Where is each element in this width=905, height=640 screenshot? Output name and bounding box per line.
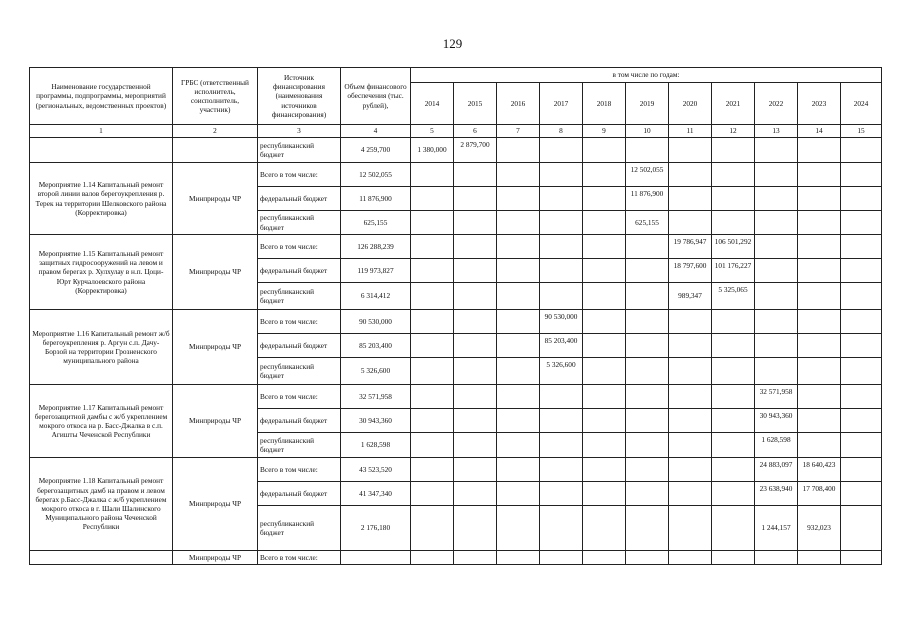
header-year: 2021 [712, 83, 755, 125]
table-row [30, 163, 882, 187]
year-cell: 32 571,958 [755, 385, 798, 409]
year-cell: 12 502,055 [626, 163, 669, 187]
total-cell: 1 628,598 [341, 433, 411, 458]
source-cell: федеральный бюджет [258, 187, 341, 211]
col-number: 3 [258, 125, 341, 138]
year-cell: 101 176,227 [712, 259, 755, 283]
year-cell: 18 640,423 [798, 458, 841, 482]
total-cell: 43 523,520 [341, 458, 411, 482]
header-year: 2014 [411, 83, 454, 125]
measure-name: Мероприятие 1.14 Капитальный ремонт второй линии валов берегоукрепления р. Терек на территории Шелковского района (Корректировка) [30, 163, 173, 235]
year-cell: 2 879,700 [454, 138, 497, 163]
col-number: 12 [712, 125, 755, 138]
year-cell: 932,023 [798, 506, 841, 551]
year-cell: 23 638,940 [755, 482, 798, 506]
year-cell: 85 203,400 [540, 334, 583, 358]
col-number: 10 [626, 125, 669, 138]
source-cell: федеральный бюджет [258, 259, 341, 283]
year-cell: 18 797,600 [669, 259, 712, 283]
year-cell: 1 628,598 [755, 433, 798, 458]
header-year: 2020 [669, 83, 712, 125]
header-year: 2015 [454, 83, 497, 125]
source-cell: республиканский бюджет [258, 283, 341, 310]
total-cell: 119 973,827 [341, 259, 411, 283]
source-cell: республиканский бюджет [258, 433, 341, 458]
total-cell: 2 176,180 [341, 506, 411, 551]
grbs-cell: Минприроды ЧР [173, 551, 258, 565]
source-cell: республиканский бюджет [258, 358, 341, 385]
total-cell: 625,155 [341, 211, 411, 235]
header-year: 2023 [798, 83, 841, 125]
year-cell: 24 883,097 [755, 458, 798, 482]
total-cell: 126 288,239 [341, 235, 411, 259]
total-cell: 41 347,340 [341, 482, 411, 506]
col-number: 7 [497, 125, 540, 138]
total-cell: 11 876,900 [341, 187, 411, 211]
header-name: Наименование государственной программы, подпрограммы, мероприятий (региональных, ведомственных проектов) [30, 68, 173, 125]
source-cell: республиканский бюджет [258, 138, 341, 163]
grbs-cell: Минприроды ЧР [173, 385, 258, 458]
measure-name: Мероприятие 1.15 Капитальный ремонт защитных гидросооружений на левом и правом берегах р. Хулхулау в н.п. Цоци-Юрт Курчалоевского района (Корректировка) [30, 235, 173, 310]
year-cell: 11 876,900 [626, 187, 669, 211]
col-number: 5 [411, 125, 454, 138]
total-cell: 5 326,600 [341, 358, 411, 385]
year-cell: 5 325,065 [712, 283, 755, 310]
total-cell: 30 943,360 [341, 409, 411, 433]
funding-table [29, 67, 882, 565]
table-row [30, 551, 882, 565]
source-cell: федеральный бюджет [258, 482, 341, 506]
total-cell: 6 314,412 [341, 283, 411, 310]
header-year: 2018 [583, 83, 626, 125]
total-cell: 4 259,700 [341, 138, 411, 163]
source-cell: федеральный бюджет [258, 334, 341, 358]
header-year: 2016 [497, 83, 540, 125]
grbs-cell: Минприроды ЧР [173, 163, 258, 235]
source-cell: Всего в том числе: [258, 385, 341, 409]
header-total: Объем финансового обеспечения (тыс. рублей), [341, 68, 411, 125]
year-cell: 30 943,360 [755, 409, 798, 433]
measure-name: Мероприятие 1.16 Капитальный ремонт ж/б берегоукрепления р. Аргун с.п. Дачу-Борзой на территории Грозненского муниципального района [30, 310, 173, 385]
year-cell: 90 530,000 [540, 310, 583, 334]
year-cell: 625,155 [626, 211, 669, 235]
col-number: 11 [669, 125, 712, 138]
year-cell: 989,347 [669, 283, 712, 310]
header-year: 2019 [626, 83, 669, 125]
source-cell: Всего в том числе: [258, 163, 341, 187]
table-row [30, 458, 882, 482]
header-years-group: в том числе по годам: [411, 68, 882, 83]
source-cell: республиканский бюджет [258, 506, 341, 551]
col-number: 6 [454, 125, 497, 138]
table-row [30, 310, 882, 334]
year-cell: 5 326,600 [540, 358, 583, 385]
total-cell: 32 571,958 [341, 385, 411, 409]
grbs-cell: Минприроды ЧР [173, 310, 258, 385]
header-grbs: ГРБС (ответственный исполнитель, соисполнитель, участник) [173, 68, 258, 125]
year-cell: 1 244,157 [755, 506, 798, 551]
grbs-cell: Минприроды ЧР [173, 458, 258, 551]
col-number: 9 [583, 125, 626, 138]
total-cell: 12 502,055 [341, 163, 411, 187]
source-cell: Всего в том числе: [258, 551, 341, 565]
col-number: 2 [173, 125, 258, 138]
table-row [30, 235, 882, 259]
col-number: 14 [798, 125, 841, 138]
col-number: 1 [30, 125, 173, 138]
total-cell: 90 530,000 [341, 310, 411, 334]
year-cell: 1 380,000 [411, 138, 454, 163]
total-cell: 85 203,400 [341, 334, 411, 358]
grbs-cell: Минприроды ЧР [173, 235, 258, 310]
source-cell: Всего в том числе: [258, 458, 341, 482]
source-cell: Всего в том числе: [258, 235, 341, 259]
source-cell: республиканский бюджет [258, 211, 341, 235]
source-cell: Всего в том числе: [258, 310, 341, 334]
measure-name: Мероприятие 1.18 Капитальный ремонт берегозащитных дамб на правом и левом берегах р.Басс-Джалка с ж/б укреплением мокрого откоса в г. Шали Шалинского Муниципального района Чеченской Республики [30, 458, 173, 551]
col-number: 15 [841, 125, 882, 138]
year-cell: 106 501,292 [712, 235, 755, 259]
year-cell: 19 786,947 [669, 235, 712, 259]
col-number: 4 [341, 125, 411, 138]
table-row [30, 385, 882, 409]
col-number: 13 [755, 125, 798, 138]
source-cell: федеральный бюджет [258, 409, 341, 433]
measure-name: Мероприятие 1.17 Капитальный ремонт берегозащитной дамбы с ж/б укреплением мокрого откоса на р. Басс-Джалка в с.п. Агишты Чеченской Республики [30, 385, 173, 458]
header-source: Источник финансирования (наименования источников финансирования) [258, 68, 341, 125]
page-number: 129 [442, 36, 463, 51]
table-row [30, 138, 882, 163]
col-number: 8 [540, 125, 583, 138]
header-year: 2022 [755, 83, 798, 125]
header-year: 2024 [841, 83, 882, 125]
year-cell: 17 708,400 [798, 482, 841, 506]
header-year: 2017 [540, 83, 583, 125]
